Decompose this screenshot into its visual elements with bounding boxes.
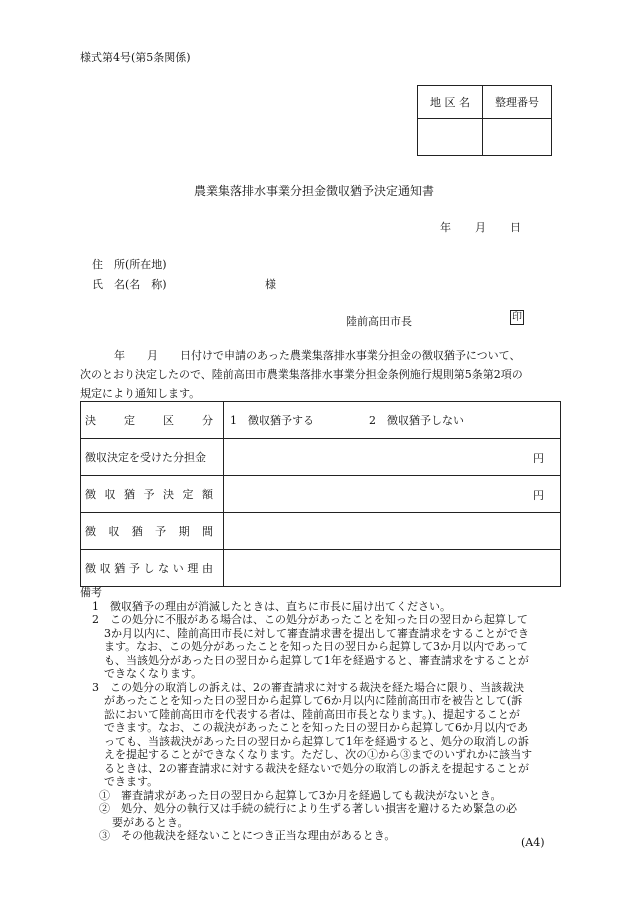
row-value-cell bbox=[224, 402, 561, 439]
row-label-char: 収 bbox=[104, 488, 116, 501]
row-value-cell bbox=[224, 476, 561, 513]
row-label-char: 予 bbox=[143, 488, 155, 501]
note-line: できなくなります。 bbox=[104, 667, 203, 680]
row-label-char: 理 bbox=[187, 562, 199, 575]
note-line: も、当該処分があった日の翌日から起算して1年を経過すると、審査請求をすることが bbox=[104, 653, 529, 667]
decision-table bbox=[80, 401, 561, 587]
paper-size-label: (A4) bbox=[521, 836, 545, 849]
table-row bbox=[81, 476, 561, 513]
body-paragraph bbox=[80, 346, 550, 403]
row-label-char: 予 bbox=[128, 562, 140, 575]
date-day: 日 bbox=[510, 221, 521, 234]
row-label-char: 決 bbox=[85, 414, 96, 427]
ref-number-header: 整理番号 bbox=[483, 86, 552, 119]
note-line: ① 審査請求があった日の翌日から起算して3か月を経過しても裁決がないとき。 bbox=[99, 788, 502, 802]
row-label bbox=[81, 513, 224, 550]
row-label-char: 決 bbox=[163, 488, 174, 501]
row-label-char: 額 bbox=[202, 488, 213, 501]
body-line: 規定により通知します。 bbox=[80, 387, 201, 400]
row-label-char: 徴 bbox=[85, 562, 96, 575]
row-label bbox=[81, 476, 224, 513]
note-line: ます。なお、この処分があったことを知った日の翌日から起算して3か月以内であって bbox=[104, 640, 528, 653]
yen-unit: 円 bbox=[533, 489, 544, 502]
note-line: 3 この処分の取消しの訴えは、2の審査請求に対する裁決を経た場合に限り、当該裁決 bbox=[92, 680, 524, 694]
note-line: 2 この処分に不服がある場合は、この処分があったことを知った日の翌日から起算して bbox=[92, 613, 528, 626]
row-label-char: 定 bbox=[124, 414, 135, 427]
row-label: 徴収決定を受けた分担金 bbox=[81, 439, 224, 476]
row-value-cell bbox=[224, 513, 561, 550]
note-line: 要があるとき。 bbox=[112, 815, 189, 829]
notes-section bbox=[80, 586, 550, 843]
row-label-char: 期 bbox=[178, 525, 190, 538]
table-row bbox=[81, 550, 561, 587]
row-label-char: 由 bbox=[202, 562, 213, 575]
row-label bbox=[81, 402, 224, 439]
date-month: 月 bbox=[475, 221, 486, 234]
note-line: 3か月以内に、陸前高田市長に対して審査請求書を提出して審査請求をすることができ bbox=[104, 626, 529, 640]
row-label-char: 収 bbox=[99, 562, 111, 575]
row-label-char: 定 bbox=[182, 488, 194, 501]
row-label-char: 収 bbox=[108, 525, 120, 538]
row-label bbox=[81, 550, 224, 587]
row-label-char: 徴 bbox=[85, 525, 96, 538]
district-ref-box bbox=[417, 85, 552, 156]
date-line bbox=[440, 219, 521, 235]
row-label-char: 徴 bbox=[85, 488, 96, 501]
note-line: 1 徴収猶予の理由が消滅したときは、直ちに市長に届け出てください。 bbox=[92, 599, 451, 613]
date-year: 年 bbox=[440, 221, 451, 234]
row-label-char: 猶 bbox=[124, 488, 135, 501]
body-line: 次のとおり決定したので、陸前高田市農業集落排水事業分担金条例施行規則第5条第2項の bbox=[80, 368, 523, 381]
ref-number-value-cell bbox=[483, 119, 552, 156]
row-label-char: い bbox=[172, 562, 184, 575]
note-line: っても、当該裁決があった日の翌日から起算して1年を経過すると、処分の取消しの訴 bbox=[104, 734, 529, 748]
option-defer: 1 徴収猶予する bbox=[230, 414, 314, 427]
row-label-char: 猶 bbox=[114, 562, 126, 575]
notes-list bbox=[80, 600, 550, 843]
notes-title: 備考 bbox=[80, 586, 102, 599]
row-label-char: 猶 bbox=[131, 525, 143, 538]
note-line: ③ その他裁決を経ないことにつき正当な理由があるとき。 bbox=[99, 829, 396, 842]
note-line: るときは、2の審査請求に対する裁決を経ないで処分の取消しの訴えを提起することが bbox=[104, 761, 529, 775]
row-value-cell bbox=[224, 550, 561, 587]
issuer-name: 陸前高田市長 bbox=[346, 315, 412, 328]
form-number: 様式第4号(第5条関係) bbox=[80, 51, 191, 64]
body-line: 年 月 日付けで申請のあった農業集落排水事業分担金の徴収猶予について、 bbox=[114, 349, 521, 362]
note-line: えを提起することができなくなります。ただし、次の①から③までのいずれかに該当す bbox=[104, 748, 533, 761]
row-label-char: 予 bbox=[155, 525, 167, 538]
name-label: 氏 名(名 称) bbox=[92, 278, 167, 291]
address-label: 住 所(所在地) bbox=[92, 258, 167, 271]
row-label-char: 間 bbox=[201, 525, 213, 538]
row-label-char: し bbox=[143, 562, 155, 575]
table-row bbox=[81, 439, 561, 476]
table-row bbox=[81, 513, 561, 550]
row-label-char: な bbox=[158, 562, 170, 575]
note-line: があったことを知った日の翌日から起算して6か月以内に陸前高田市を被告として(訴 bbox=[104, 694, 523, 707]
row-label-char: 分 bbox=[202, 414, 213, 427]
option-no-defer: 2 徴収猶予しない bbox=[369, 414, 464, 427]
district-value-cell bbox=[418, 119, 483, 156]
document-title: 農業集落排水事業分担金徴収猶予決定通知書 bbox=[194, 184, 435, 198]
row-value-cell bbox=[224, 439, 561, 476]
table-row bbox=[81, 402, 561, 439]
note-line: できます。 bbox=[104, 775, 159, 788]
note-line: できます。なお、この裁決があったことを知った日の翌日から起算して6か月以内であ bbox=[104, 721, 529, 734]
note-line: ② 処分、処分の執行又は手続の続行により生ずる著しい損害を避けるため緊急の必 bbox=[99, 802, 517, 815]
seal-mark: 印 bbox=[512, 312, 522, 323]
yen-unit: 円 bbox=[533, 452, 544, 465]
district-header: 地 区 名 bbox=[418, 86, 483, 119]
name-honorific: 様 bbox=[265, 278, 276, 291]
row-label-char: 区 bbox=[163, 414, 174, 427]
note-line: 訟において陸前高田市を代表する者は、陸前高田市長となります。)、提起することが bbox=[104, 707, 520, 721]
